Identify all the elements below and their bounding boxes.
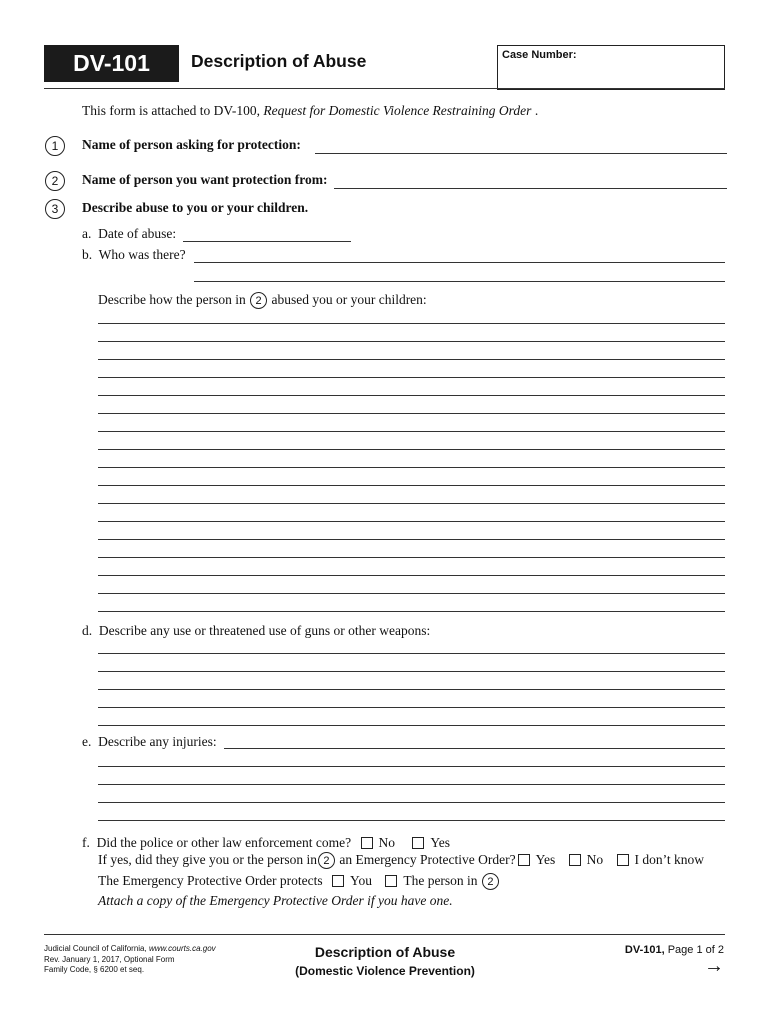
intro-text <box>82 103 538 119</box>
describe-abuse-suffix: abused you or your children: <box>271 292 427 307</box>
sub-f-question-3 <box>98 873 500 890</box>
epo-protects-label: The Emergency Protective Order protects <box>98 873 323 888</box>
describe-abuse-line[interactable] <box>98 557 725 558</box>
weapons-line[interactable] <box>98 653 725 654</box>
describe-abuse-line[interactable] <box>98 503 725 504</box>
footer-source-url: www.courts.ca.gov <box>148 944 216 953</box>
epo-no-label: No <box>586 852 604 867</box>
person-2-ref: 2 <box>250 292 267 309</box>
weapons-line[interactable] <box>98 671 725 672</box>
describe-abuse-line[interactable] <box>98 377 725 378</box>
sub-b <box>82 247 186 263</box>
sub-f-letter: f. <box>82 835 90 850</box>
describe-abuse-line[interactable] <box>98 611 725 612</box>
describe-abuse-line[interactable] <box>98 467 725 468</box>
describe-abuse-line[interactable] <box>98 359 725 360</box>
footer-title: Description of Abuse <box>314 944 456 960</box>
epo-protects-you-checkbox[interactable] <box>332 875 344 887</box>
footer-source-text: Judicial Council of California, <box>44 944 147 953</box>
intro-suffix: . <box>534 103 539 118</box>
epo-dont-know-checkbox[interactable] <box>617 854 629 866</box>
describe-abuse-line[interactable] <box>98 431 725 432</box>
form-id: DV-101 <box>73 50 150 76</box>
epo-attach-text: Attach a copy of the Emergency Protective Order if you have one. <box>98 893 453 908</box>
footer-form-id: DV-101, <box>624 944 665 956</box>
who-was-there-field-1[interactable] <box>194 262 725 263</box>
describe-abuse-line[interactable] <box>98 341 725 342</box>
epo-no-checkbox[interactable] <box>569 854 581 866</box>
sub-e-letter: e. <box>82 734 92 749</box>
describe-abuse-line[interactable] <box>98 575 725 576</box>
epo-dont-know-label: I don’t know <box>634 852 705 867</box>
police-came-yes-checkbox[interactable] <box>412 837 424 849</box>
next-page-arrow-icon: → <box>704 955 724 977</box>
epo-protects-you-label: You <box>350 873 372 888</box>
case-number-box[interactable] <box>497 45 725 90</box>
intro-form-name: Request for Domestic Violence Restraining Order <box>263 103 532 118</box>
footer-page-number: Page 1 of 2 <box>667 944 724 956</box>
person-2-ref: 2 <box>318 852 335 869</box>
epo-attach-note <box>98 893 453 909</box>
form-title: Description of Abuse <box>191 51 367 71</box>
police-came-label: Did the police or other law enforcement come? <box>96 835 352 850</box>
describe-abuse-prefix: Describe how the person in <box>98 292 246 307</box>
date-of-abuse-field[interactable] <box>183 241 351 242</box>
epo-yes-checkbox[interactable] <box>518 854 530 866</box>
protected-person-name-field[interactable] <box>315 153 727 154</box>
date-of-abuse-label: Date of abuse: <box>98 226 177 241</box>
sub-b-letter: b. <box>82 247 93 262</box>
form-id-badge <box>44 45 179 82</box>
sub-f-question-1 <box>82 835 450 851</box>
injuries-line[interactable] <box>98 802 725 803</box>
item-2-label: Name of person you want protection from: <box>82 172 328 187</box>
epo-protects-person-label: The person in <box>403 873 478 888</box>
item-3-number: 3 <box>45 199 65 219</box>
header-divider <box>44 88 725 89</box>
item-2-number: 2 <box>45 171 65 191</box>
sub-e <box>82 734 217 750</box>
epo-question-suffix: an Emergency Protective Order? <box>339 852 516 867</box>
case-number-label: Case Number: <box>502 49 577 61</box>
injuries-line[interactable] <box>98 766 725 767</box>
describe-abuse-line[interactable] <box>98 413 725 414</box>
epo-yes-label: Yes <box>535 852 556 867</box>
item-1-number: 1 <box>45 136 65 156</box>
police-came-yes-label: Yes <box>430 835 451 850</box>
weapons-label: Describe any use or threatened use of guns or other weapons: <box>98 623 431 638</box>
injuries-line[interactable] <box>98 784 725 785</box>
weapons-line[interactable] <box>98 689 725 690</box>
sub-f-question-2 <box>98 852 704 869</box>
describe-abuse-label <box>98 292 427 309</box>
restrained-person-name-field[interactable] <box>334 188 727 189</box>
injuries-label: Describe any injuries: <box>98 734 217 749</box>
footer-divider <box>44 934 725 935</box>
describe-abuse-line[interactable] <box>98 485 725 486</box>
describe-abuse-line[interactable] <box>98 539 725 540</box>
epo-question-prefix: If yes, did they give you or the person in <box>98 852 317 867</box>
sub-a <box>82 226 176 242</box>
sub-d <box>82 623 430 639</box>
police-came-no-checkbox[interactable] <box>361 837 373 849</box>
describe-abuse-line[interactable] <box>98 323 725 324</box>
describe-abuse-line[interactable] <box>98 593 725 594</box>
epo-protects-person-checkbox[interactable] <box>385 875 397 887</box>
who-was-there-label: Who was there? <box>98 247 186 262</box>
describe-abuse-line[interactable] <box>98 395 725 396</box>
describe-abuse-line[interactable] <box>98 521 725 522</box>
sub-a-letter: a. <box>82 226 92 241</box>
police-came-no-label: No <box>378 835 396 850</box>
footer-subtitle: (Domestic Violence Prevention) <box>295 964 475 978</box>
sub-d-letter: d. <box>82 623 93 638</box>
footer-revision: Rev. January 1, 2017, Optional Form <box>44 954 175 964</box>
intro-prefix: This form is attached to DV-100, <box>82 103 260 118</box>
weapons-line[interactable] <box>98 725 725 726</box>
weapons-line[interactable] <box>98 707 725 708</box>
who-was-there-field-2[interactable] <box>194 281 725 282</box>
injuries-line[interactable] <box>224 748 725 749</box>
describe-abuse-line[interactable] <box>98 449 725 450</box>
footer-code: Family Code, § 6200 et seq. <box>44 965 145 974</box>
item-3-label: Describe abuse to you or your children. <box>82 200 309 215</box>
item-1-label: Name of person asking for protection: <box>82 137 301 152</box>
person-2-ref: 2 <box>482 873 499 890</box>
injuries-line[interactable] <box>98 820 725 821</box>
